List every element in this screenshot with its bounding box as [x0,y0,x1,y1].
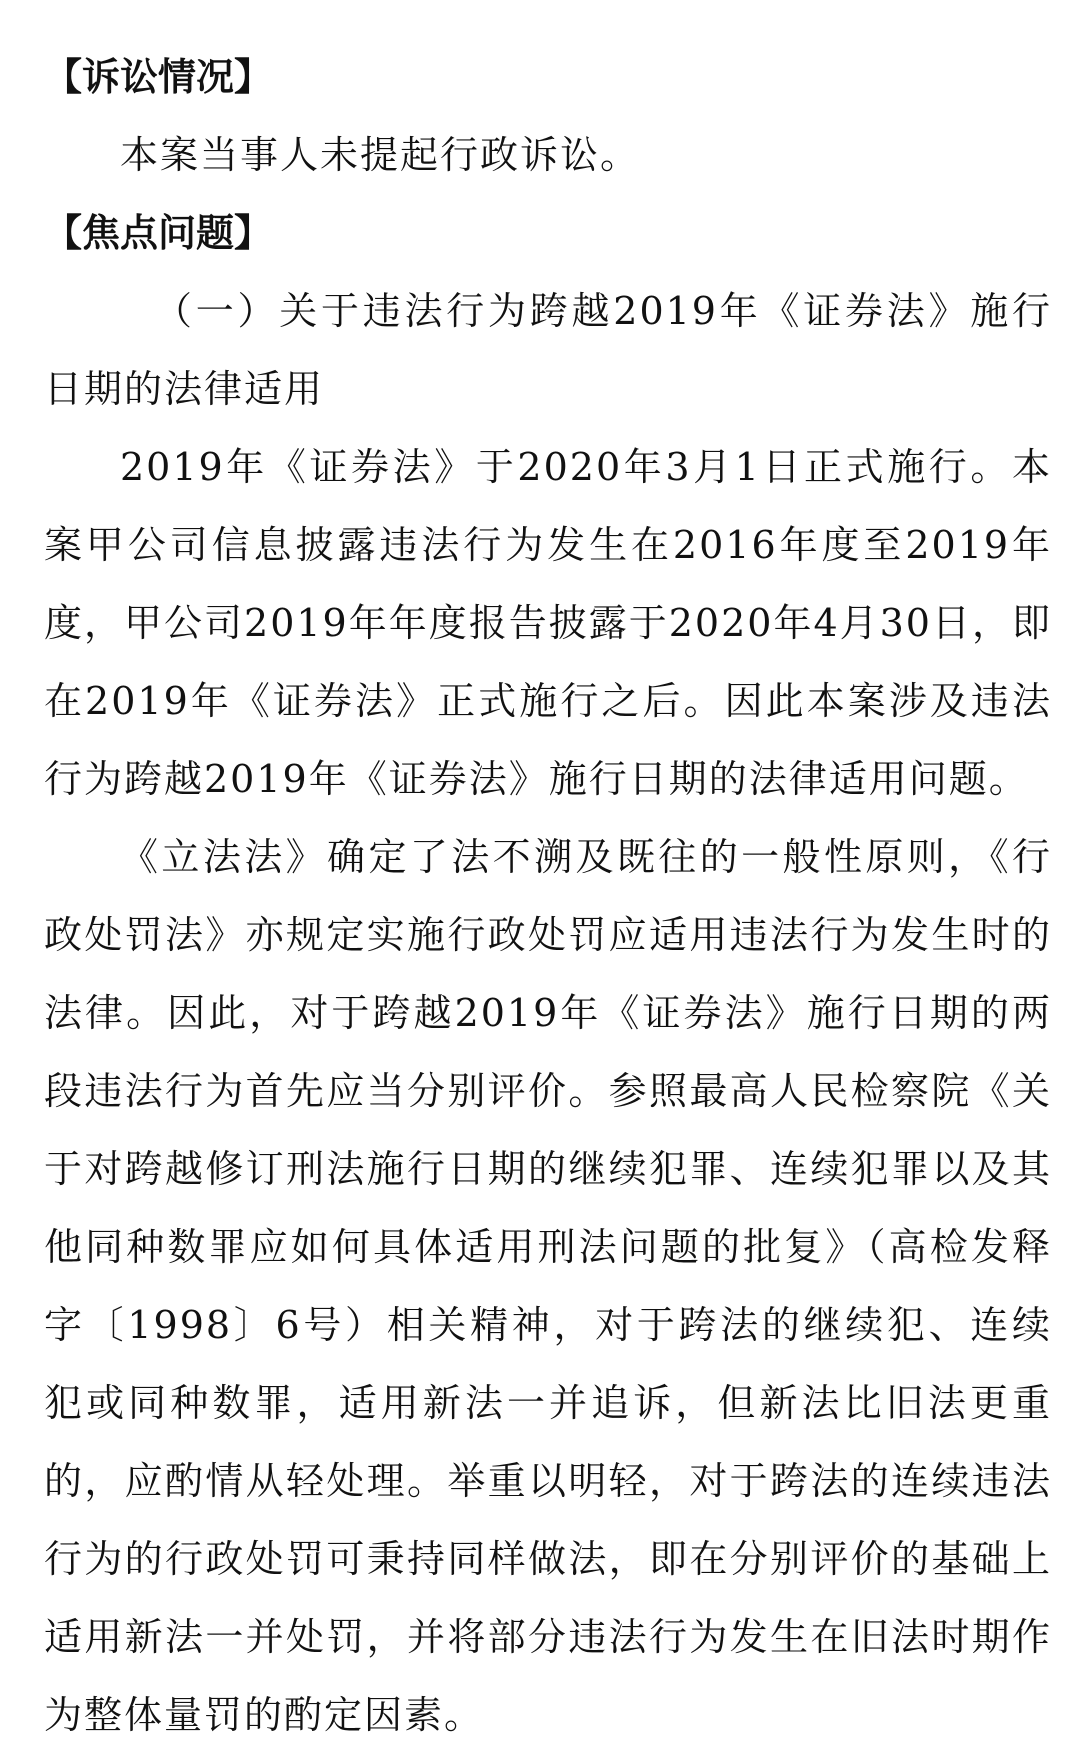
litigation-statement: 本案当事人未提起行政诉讼。 [120,133,641,177]
section-heading-focus: 【焦点问题】 [44,211,273,255]
focus-paragraph-2: 《立法法》确定了法不溯及既往的一般性原则，《行政处罚法》亦规定实施行政处罚应适用违法行为发生时的法律。因此，对于跨越2019年《证券法》施行日期的两段违法行为首先应当分别评价。参照最高人民检察院《关于对跨越修订刑法施行日期的继续犯罪、连续犯罪以及其他同种数罪应如何具体适用刑法问题的批复》（高检发释字〔1998〕6号）相关精神，对于跨法的继续犯、连续犯或同种数罪，适用新法一并追诉，但新法比旧法更重的，应酌情从轻处理。举重以明轻，对于跨法的连续违法行为的行政处罚可秉持同样做法，即在分别评价的基础上适用新法一并处罚，并将部分违法行为发生在旧法时期作为整体量罚的酌定因素。 [44,835,1052,1737]
focus-paragraph-1: 2019年《证券法》于2020年3月1日正式施行。本案甲公司信息披露违法行为发生在2016年度至2019年度，甲公司2019年年度报告披露于2020年4月30日，即在2019年《证券法》正式施行之后。因此本案涉及违法行为跨越2019年《证券法》施行日期的法律适用问题。 [44,445,1052,801]
section-heading-litigation: 【诉讼情况】 [44,55,273,99]
focus-subheading: （一）关于违法行为跨越2019年《证券法》施行日期的法律适用 [44,289,1052,411]
document-page [44,38,1052,1754]
